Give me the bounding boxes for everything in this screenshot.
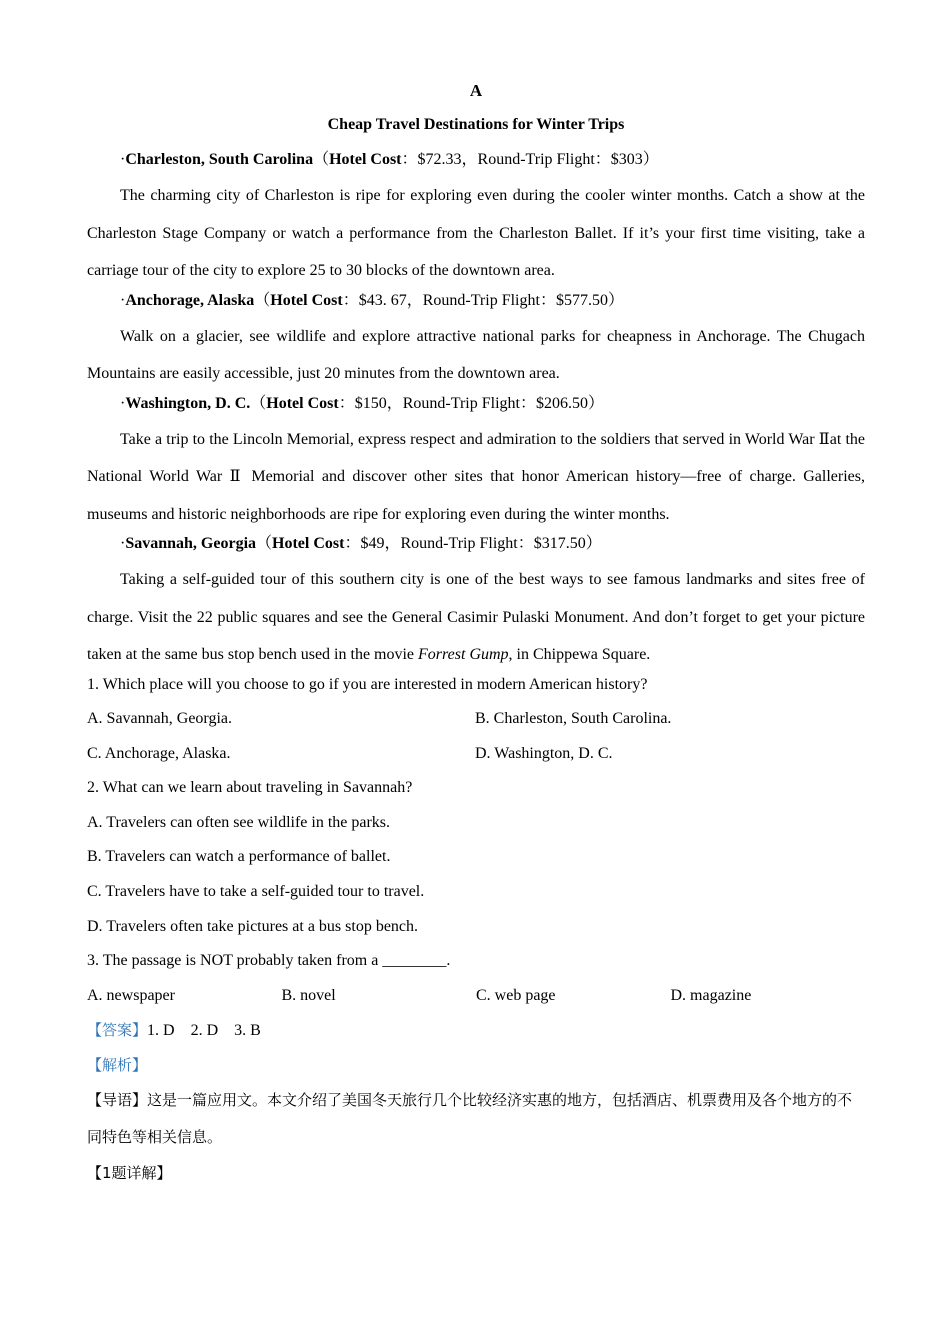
hotel-cost: $49: [360, 535, 385, 552]
hotel-cost: $43. 67: [358, 291, 407, 309]
answer-label: 【答案】: [87, 1021, 148, 1040]
destination-name: Charleston, South Carolina: [125, 151, 314, 168]
option-b: B. Travelers can watch a performance of ballet.: [87, 848, 391, 866]
destination-heading: ·Anchorage, Alaska（Hotel Cost：$43. 67，Round-Trip Flight：$577.50）: [120, 291, 624, 309]
option-c: C. Travelers have to take a self-guided tour to travel.: [87, 883, 425, 901]
flight-cost: $206.50: [535, 394, 588, 412]
option-b: B. Charleston, South Carolina.: [475, 710, 672, 728]
destination-heading: ·Washington, D. C.（Hotel Cost：$150，Round-Trip Flight：$206.50）: [120, 394, 604, 412]
question-stem: 2. What can we learn about traveling in Savannah?: [87, 779, 413, 797]
option-a: A. Savannah, Georgia.: [87, 710, 232, 728]
intro-label: 【导语】: [87, 1090, 148, 1109]
option-d: D. Travelers often take pictures at a bus stop bench.: [87, 917, 419, 935]
option-a: A. Travelers can often see wildlife in the parks.: [87, 813, 391, 831]
intro-paragraph: [87, 1082, 865, 1156]
destination-description: The charming city of Charleston is ripe for exploring even during the cooler winter months. Catch a show at the Charleston Stage Company or watch a performance from the Charleston Ballet. If it’s your first time visiting, take a carriage tour of the city to explore 25 to 30 blocks of the downtown area.: [87, 187, 865, 279]
analysis-label: 【解析】: [87, 1056, 148, 1075]
option-d: D. magazine: [670, 986, 752, 1004]
flight-cost: $577.50: [555, 291, 608, 309]
destination-name: Savannah, Georgia: [125, 535, 257, 552]
destination-heading: ·Savannah, Georgia（Hotel Cost：$49，Round-Trip Flight：$317.50）: [120, 535, 602, 552]
flight-cost: $317.50: [533, 535, 586, 552]
passage-title: Cheap Travel Destinations for Winter Trips: [327, 116, 625, 133]
option-a: A. newspaper: [87, 986, 175, 1004]
hotel-cost: $72.33: [417, 151, 462, 168]
question-options: [87, 706, 865, 732]
analysis-line: [87, 1052, 865, 1078]
intro-text: 这是一篇应用文。本文介绍了美国冬天旅行几个比较经济实惠的地方，包括酒店、机票费用及各个地方的不同特色等相关信息。: [87, 1090, 853, 1146]
destination-name: Anchorage, Alaska: [125, 291, 255, 309]
question-stem: 3. The passage is NOT probably taken from a ________.: [87, 952, 451, 970]
destination-description: Taking a self-guided tour of this southern city is one of the best ways to see famous landmarks and sites free of charge. Visit the 22 public squares and see the General Casimir Pulaski Monument. And don’t forget to get your picture taken at the same bus stop bench used in the movie Forrest Gump, in Chippewa Square.: [87, 571, 865, 663]
question-options: [87, 741, 865, 767]
answer-text: 1. D 2. D 3. B: [147, 1022, 261, 1040]
option-d: D. Washington, D. C.: [475, 744, 613, 762]
destination-name: Washington, D. C.: [125, 394, 251, 412]
answer-line: [87, 1017, 865, 1043]
hotel-cost: $150: [354, 394, 387, 412]
option-c: C. Anchorage, Alaska.: [87, 744, 231, 762]
destination-description: Walk on a glacier, see wildlife and explore attractive national parks for cheapness in Anchorage. The Chugach Mountains are easily accessible, just 20 minutes from the downtown area.: [87, 327, 865, 382]
detail-label: 【1题详解】: [87, 1163, 172, 1182]
destination-description: Take a trip to the Lincoln Memorial, express respect and admiration to the soldiers that served in World War Ⅱat the National World War Ⅱ Memorial and discover other sites that honor American history—free of charge. Galleries, museums and historic neighborhoods are ripe for exploring even during the winter months.: [87, 430, 865, 523]
movie-title: Forrest Gump: [418, 646, 509, 663]
flight-cost: $303: [610, 151, 643, 168]
destination-heading: ·Charleston, South Carolina（Hotel Cost：$72.33，Round-Trip Flight：$303）: [120, 151, 659, 168]
document-page: [87, 78, 865, 1194]
section-letter: A: [469, 81, 483, 100]
option-c: C. web page: [476, 986, 556, 1004]
question-options: [87, 983, 865, 1009]
option-b: B. novel: [281, 986, 336, 1004]
question-stem: 1. Which place will you choose to go if you are interested in modern American history?: [87, 675, 648, 693]
